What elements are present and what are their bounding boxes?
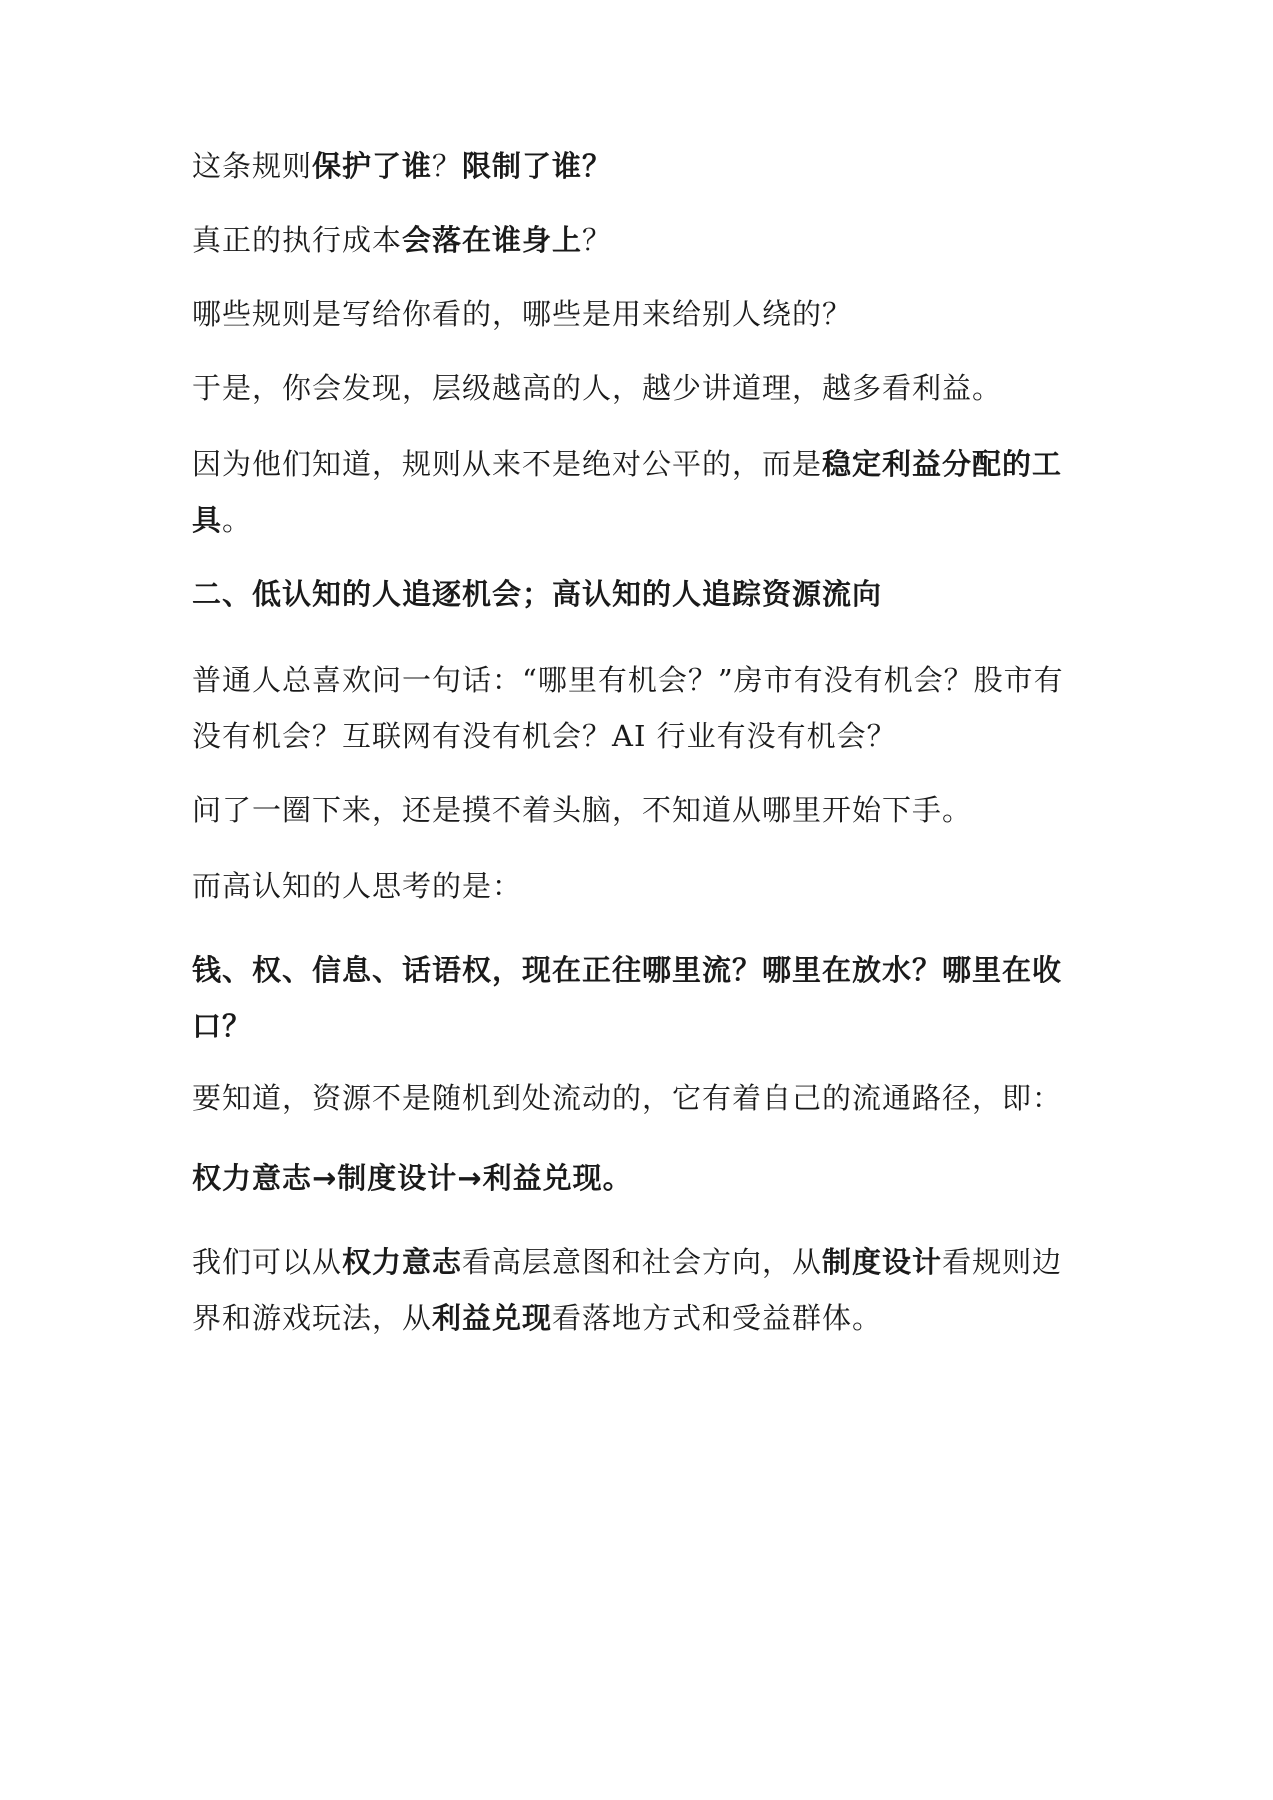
paragraph-rules-not-fair (192, 436, 1092, 548)
paragraph-execution-cost (192, 212, 1092, 268)
paragraph-rule-protect (192, 138, 1092, 194)
text-segment: 真正的执行成本 (192, 223, 403, 257)
bold-segment: 限制了谁？ (462, 149, 613, 183)
text-segment: 看规则边界和游戏玩法，从 (192, 1245, 1063, 1335)
bold-segment: 权力意志 (342, 1245, 463, 1279)
text-segment: 这条规则 (192, 149, 313, 183)
text-segment: ？ (582, 223, 613, 257)
text-segment: 。 (222, 503, 253, 537)
bold-segment: 会落在谁身上 (402, 223, 583, 257)
paragraph-rules-for-whom: 哪些规则是写给你看的，哪些是用来给别人绕的？ (192, 297, 853, 331)
paragraph-high-cognition: 而高认知的人思考的是： (192, 869, 523, 903)
section-heading: 二、低认知的人追逐机会；高认知的人追踪资源流向 (192, 577, 883, 611)
paragraph-no-clue: 问了一圈下来，还是摸不着头脑，不知道从哪里开始下手。 (192, 793, 973, 827)
paragraph-higher-level: 于是，你会发现，层级越高的人，越少讲道理，越多看利益。 (192, 371, 1003, 405)
text-segment: 看落地方式和受益群体。 (552, 1301, 883, 1335)
text-segment: 我们可以从 (192, 1245, 343, 1279)
text-segment: 看高层意图和社会方向，从 (462, 1245, 823, 1279)
paragraph-resource-flow: 钱、权、信息、话语权，现在正往哪里流？哪里在放水？哪里在收口？ (192, 953, 1063, 1043)
bold-segment: 利益兑现 (432, 1301, 553, 1335)
bold-segment: 稳定利益分配的工具 (192, 447, 1063, 537)
paragraph-power-chain: 权力意志→制度设计→利益兑现。 (192, 1161, 633, 1195)
paragraph-where-opportunity: 普通人总喜欢问一句话：“哪里有机会？”房市有没有机会？股市有没有机会？互联网有没有机会？AI 行业有没有机会？ (192, 663, 1064, 753)
text-segment: ？ (432, 149, 463, 183)
paragraph-flow-path: 要知道，资源不是随机到处流动的，它有着自己的流通路径，即： (192, 1081, 1063, 1115)
text-segment: 因为他们知道，规则从来不是绝对公平的，而是 (192, 447, 823, 481)
bold-segment: 保护了谁 (312, 149, 433, 183)
paragraph-analysis-method (192, 1234, 1092, 1346)
bold-segment: 制度设计 (822, 1245, 943, 1279)
